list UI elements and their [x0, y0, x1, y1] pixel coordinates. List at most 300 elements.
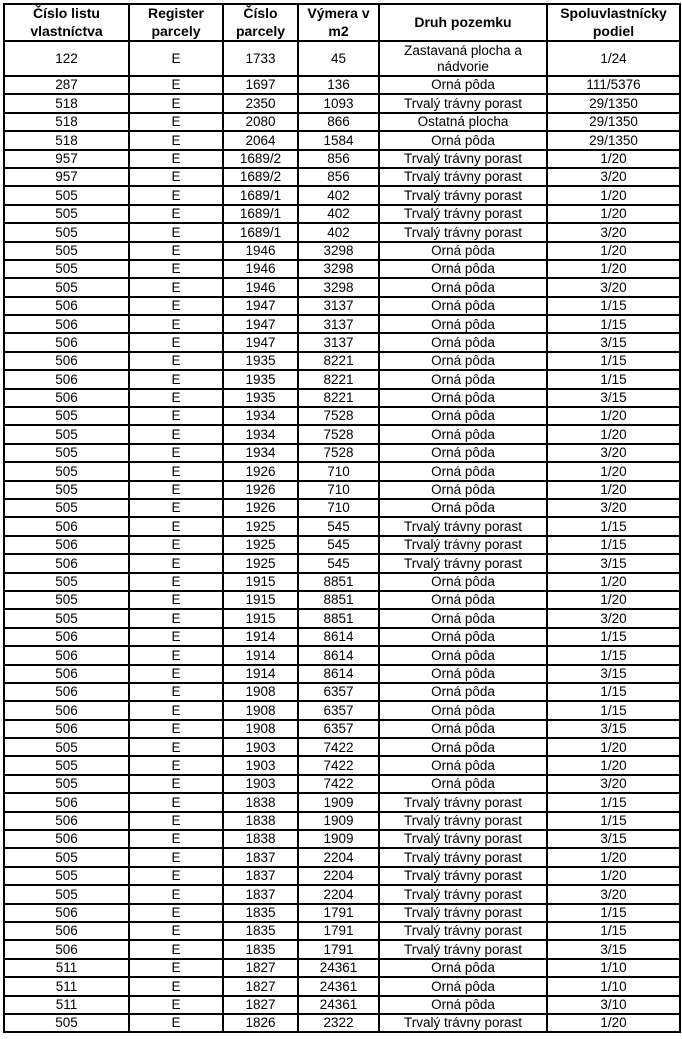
cell-ownership-share: 1/20: [547, 756, 680, 774]
cell-area-m2: 1093: [298, 94, 379, 112]
cell-parcel-number: 2064: [223, 131, 298, 149]
cell-ownership-share: 1/15: [547, 701, 680, 719]
cell-lv-number: 505: [4, 462, 129, 480]
cell-lv-number: 518: [4, 94, 129, 112]
cell-ownership-share: 1/20: [547, 205, 680, 223]
cell-land-type: Trvalý trávny porast: [379, 793, 547, 811]
cell-lv-number: 505: [4, 205, 129, 223]
cell-register: E: [129, 959, 223, 977]
cell-area-m2: 136: [298, 76, 379, 94]
cell-parcel-number: 1915: [223, 591, 298, 609]
table-row: [4, 260, 680, 278]
cell-area-m2: 710: [298, 499, 379, 517]
cell-lv-number: 505: [4, 775, 129, 793]
cell-lv-number: 506: [4, 683, 129, 701]
table-row: [4, 94, 680, 112]
cell-register: E: [129, 41, 223, 76]
cell-ownership-share: 1/15: [547, 536, 680, 554]
cell-area-m2: 8851: [298, 609, 379, 627]
cell-land-type: Trvalý trávny porast: [379, 517, 547, 535]
cell-lv-number: 505: [4, 260, 129, 278]
cell-ownership-share: 1/20: [547, 573, 680, 591]
cell-ownership-share: 3/20: [547, 499, 680, 517]
cell-land-type: Trvalý trávny porast: [379, 885, 547, 903]
cell-register: E: [129, 867, 223, 885]
cell-parcel-number: 1908: [223, 720, 298, 738]
cell-land-type: Trvalý trávny porast: [379, 922, 547, 940]
cell-ownership-share: 3/10: [547, 996, 680, 1014]
cell-ownership-share: 1/15: [547, 370, 680, 388]
cell-register: E: [129, 517, 223, 535]
table-row: [4, 646, 680, 664]
cell-area-m2: 1791: [298, 904, 379, 922]
column-header-ownership-share: Spoluvlastnícky podiel: [547, 4, 680, 41]
cell-register: E: [129, 554, 223, 572]
cell-lv-number: 506: [4, 940, 129, 958]
cell-lv-number: 505: [4, 609, 129, 627]
cell-land-type: Ostatná plocha: [379, 113, 547, 131]
cell-lv-number: 287: [4, 76, 129, 94]
cell-register: E: [129, 131, 223, 149]
cell-parcel-number: 1914: [223, 665, 298, 683]
cell-parcel-number: 1946: [223, 260, 298, 278]
cell-ownership-share: 1/24: [547, 41, 680, 76]
cell-area-m2: 8614: [298, 665, 379, 683]
cell-ownership-share: 1/15: [547, 297, 680, 315]
cell-register: E: [129, 609, 223, 627]
cell-area-m2: 1909: [298, 812, 379, 830]
cell-lv-number: 511: [4, 977, 129, 995]
cell-register: E: [129, 113, 223, 131]
cell-register: E: [129, 904, 223, 922]
cell-ownership-share: 29/1350: [547, 94, 680, 112]
cell-parcel-number: 1835: [223, 922, 298, 940]
cell-register: E: [129, 297, 223, 315]
cell-land-type: Trvalý trávny porast: [379, 830, 547, 848]
cell-parcel-number: 1934: [223, 444, 298, 462]
cell-land-type: Orná pôda: [379, 628, 547, 646]
cell-area-m2: 710: [298, 481, 379, 499]
cell-parcel-number: 1926: [223, 499, 298, 517]
cell-lv-number: 505: [4, 738, 129, 756]
cell-area-m2: 7528: [298, 444, 379, 462]
table-row: [4, 848, 680, 866]
cell-parcel-number: 1947: [223, 315, 298, 333]
cell-land-type: Orná pôda: [379, 646, 547, 664]
cell-register: E: [129, 885, 223, 903]
cell-area-m2: 1909: [298, 830, 379, 848]
cell-ownership-share: 1/20: [547, 848, 680, 866]
cell-parcel-number: 1837: [223, 885, 298, 903]
cell-lv-number: 506: [4, 646, 129, 664]
column-header-lv-number: Číslo listu vlastníctva: [4, 4, 129, 41]
cell-lv-number: 506: [4, 297, 129, 315]
cell-ownership-share: 1/20: [547, 186, 680, 204]
cell-parcel-number: 1908: [223, 701, 298, 719]
cell-parcel-number: 1827: [223, 996, 298, 1014]
table-row: [4, 407, 680, 425]
cell-land-type: Orná pôda: [379, 481, 547, 499]
cell-lv-number: 505: [4, 848, 129, 866]
cell-lv-number: 122: [4, 41, 129, 76]
column-header-land-type: Druh pozemku: [379, 4, 547, 41]
cell-lv-number: 506: [4, 315, 129, 333]
cell-area-m2: 6357: [298, 683, 379, 701]
cell-register: E: [129, 407, 223, 425]
cell-register: E: [129, 315, 223, 333]
table-row: [4, 76, 680, 94]
table-row: [4, 444, 680, 462]
cell-register: E: [129, 205, 223, 223]
cell-area-m2: 1791: [298, 940, 379, 958]
cell-area-m2: 856: [298, 150, 379, 168]
cell-lv-number: 518: [4, 131, 129, 149]
cell-land-type: Orná pôda: [379, 444, 547, 462]
cell-land-type: Orná pôda: [379, 775, 547, 793]
cell-ownership-share: 1/15: [547, 683, 680, 701]
table-row: [4, 1014, 680, 1032]
cell-register: E: [129, 168, 223, 186]
cell-area-m2: 3137: [298, 297, 379, 315]
cell-ownership-share: 1/20: [547, 1014, 680, 1032]
cell-ownership-share: 1/15: [547, 315, 680, 333]
cell-land-type: Trvalý trávny porast: [379, 205, 547, 223]
cell-area-m2: 8614: [298, 646, 379, 664]
cell-land-type: Trvalý trávny porast: [379, 848, 547, 866]
cell-land-type: Orná pôda: [379, 959, 547, 977]
cell-parcel-number: 1914: [223, 628, 298, 646]
cell-parcel-number: 1947: [223, 297, 298, 315]
cell-area-m2: 3137: [298, 315, 379, 333]
cell-lv-number: 505: [4, 407, 129, 425]
cell-land-type: Trvalý trávny porast: [379, 904, 547, 922]
cell-parcel-number: 1837: [223, 867, 298, 885]
table-row: [4, 959, 680, 977]
cell-land-type: Orná pôda: [379, 665, 547, 683]
cell-parcel-number: 1835: [223, 904, 298, 922]
table-row: [4, 499, 680, 517]
cell-ownership-share: 1/20: [547, 260, 680, 278]
cell-register: E: [129, 793, 223, 811]
cell-land-type: Orná pôda: [379, 76, 547, 94]
table-row: [4, 830, 680, 848]
cell-land-type: Orná pôda: [379, 333, 547, 351]
cell-land-type: Orná pôda: [379, 591, 547, 609]
cell-area-m2: 24361: [298, 959, 379, 977]
table-row: [4, 242, 680, 260]
cell-area-m2: 8221: [298, 389, 379, 407]
table-row: [4, 554, 680, 572]
cell-area-m2: 1584: [298, 131, 379, 149]
cell-area-m2: 3298: [298, 260, 379, 278]
cell-lv-number: 505: [4, 756, 129, 774]
cell-register: E: [129, 94, 223, 112]
cell-lv-number: 506: [4, 922, 129, 940]
cell-register: E: [129, 812, 223, 830]
table-row: [4, 867, 680, 885]
table-row: [4, 756, 680, 774]
cell-land-type: Trvalý trávny porast: [379, 536, 547, 554]
column-header-parcel-number: Číslo parcely: [223, 4, 298, 41]
cell-lv-number: 506: [4, 628, 129, 646]
cell-land-type: Orná pôda: [379, 242, 547, 260]
cell-ownership-share: 1/15: [547, 812, 680, 830]
cell-parcel-number: 1947: [223, 333, 298, 351]
cell-land-type: Trvalý trávny porast: [379, 812, 547, 830]
cell-parcel-number: 1827: [223, 977, 298, 995]
cell-parcel-number: 1838: [223, 812, 298, 830]
table-row: [4, 131, 680, 149]
cell-area-m2: 402: [298, 186, 379, 204]
cell-parcel-number: 1838: [223, 793, 298, 811]
cell-ownership-share: 3/20: [547, 885, 680, 903]
cell-parcel-number: 1903: [223, 775, 298, 793]
cell-land-type: Trvalý trávny porast: [379, 940, 547, 958]
cell-register: E: [129, 848, 223, 866]
cell-register: E: [129, 389, 223, 407]
land-registry-table: [3, 3, 681, 1033]
cell-register: E: [129, 591, 223, 609]
cell-ownership-share: 29/1350: [547, 113, 680, 131]
cell-register: E: [129, 223, 223, 241]
cell-parcel-number: 1914: [223, 646, 298, 664]
table-row: [4, 168, 680, 186]
cell-land-type: Orná pôda: [379, 278, 547, 296]
cell-lv-number: 518: [4, 113, 129, 131]
cell-lv-number: 511: [4, 996, 129, 1014]
cell-register: E: [129, 756, 223, 774]
cell-land-type: Trvalý trávny porast: [379, 186, 547, 204]
cell-ownership-share: 1/20: [547, 425, 680, 443]
table-row: [4, 278, 680, 296]
header-row: [4, 4, 680, 41]
cell-land-type: Orná pôda: [379, 756, 547, 774]
cell-register: E: [129, 186, 223, 204]
cell-register: E: [129, 683, 223, 701]
cell-register: E: [129, 278, 223, 296]
cell-lv-number: 506: [4, 389, 129, 407]
cell-area-m2: 3137: [298, 333, 379, 351]
cell-parcel-number: 1835: [223, 940, 298, 958]
cell-register: E: [129, 738, 223, 756]
cell-land-type: Orná pôda: [379, 425, 547, 443]
cell-register: E: [129, 333, 223, 351]
cell-area-m2: 545: [298, 554, 379, 572]
cell-land-type: Orná pôda: [379, 407, 547, 425]
cell-area-m2: 545: [298, 536, 379, 554]
cell-parcel-number: 1689/2: [223, 168, 298, 186]
table-row: [4, 996, 680, 1014]
cell-register: E: [129, 775, 223, 793]
cell-register: E: [129, 996, 223, 1014]
cell-ownership-share: 1/15: [547, 904, 680, 922]
cell-ownership-share: 1/20: [547, 867, 680, 885]
cell-land-type: Trvalý trávny porast: [379, 223, 547, 241]
cell-register: E: [129, 573, 223, 591]
cell-area-m2: 866: [298, 113, 379, 131]
cell-ownership-share: 3/15: [547, 830, 680, 848]
cell-area-m2: 8221: [298, 352, 379, 370]
cell-ownership-share: 1/10: [547, 977, 680, 995]
cell-lv-number: 505: [4, 278, 129, 296]
cell-parcel-number: 1934: [223, 407, 298, 425]
cell-ownership-share: 3/15: [547, 554, 680, 572]
cell-parcel-number: 1925: [223, 536, 298, 554]
table-row: [4, 481, 680, 499]
table-row: [4, 536, 680, 554]
cell-register: E: [129, 1014, 223, 1032]
cell-parcel-number: 1908: [223, 683, 298, 701]
cell-lv-number: 505: [4, 186, 129, 204]
table-row: [4, 812, 680, 830]
cell-register: E: [129, 830, 223, 848]
cell-register: E: [129, 628, 223, 646]
cell-area-m2: 7422: [298, 756, 379, 774]
cell-ownership-share: 1/15: [547, 646, 680, 664]
cell-land-type: Orná pôda: [379, 609, 547, 627]
cell-land-type: Zastavaná plocha a nádvorie: [379, 41, 547, 76]
cell-ownership-share: 3/20: [547, 775, 680, 793]
cell-area-m2: 7528: [298, 425, 379, 443]
cell-area-m2: 8614: [298, 628, 379, 646]
cell-land-type: Orná pôda: [379, 683, 547, 701]
cell-register: E: [129, 242, 223, 260]
table-row: [4, 701, 680, 719]
cell-ownership-share: 1/15: [547, 517, 680, 535]
cell-register: E: [129, 444, 223, 462]
cell-parcel-number: 1697: [223, 76, 298, 94]
cell-register: E: [129, 370, 223, 388]
cell-parcel-number: 1926: [223, 462, 298, 480]
cell-parcel-number: 2080: [223, 113, 298, 131]
cell-lv-number: 506: [4, 370, 129, 388]
cell-ownership-share: 1/20: [547, 150, 680, 168]
cell-land-type: Orná pôda: [379, 738, 547, 756]
table-row: [4, 573, 680, 591]
cell-lv-number: 505: [4, 499, 129, 517]
table-body: [4, 41, 680, 1032]
cell-ownership-share: 3/20: [547, 168, 680, 186]
cell-register: E: [129, 922, 223, 940]
cell-register: E: [129, 701, 223, 719]
table-row: [4, 389, 680, 407]
table-row: [4, 315, 680, 333]
cell-land-type: Orná pôda: [379, 573, 547, 591]
cell-area-m2: 2322: [298, 1014, 379, 1032]
cell-area-m2: 8851: [298, 591, 379, 609]
column-header-area-m2: Výmera v m2: [298, 4, 379, 41]
table-row: [4, 333, 680, 351]
cell-parcel-number: 1934: [223, 425, 298, 443]
cell-ownership-share: 3/15: [547, 940, 680, 958]
cell-area-m2: 402: [298, 205, 379, 223]
cell-area-m2: 856: [298, 168, 379, 186]
cell-land-type: Orná pôda: [379, 389, 547, 407]
cell-ownership-share: 1/20: [547, 462, 680, 480]
cell-ownership-share: 1/20: [547, 481, 680, 499]
cell-area-m2: 7422: [298, 738, 379, 756]
cell-area-m2: 7422: [298, 775, 379, 793]
cell-lv-number: 505: [4, 573, 129, 591]
cell-parcel-number: 1903: [223, 756, 298, 774]
cell-ownership-share: 1/15: [547, 352, 680, 370]
cell-area-m2: 6357: [298, 701, 379, 719]
cell-lv-number: 505: [4, 444, 129, 462]
cell-ownership-share: 3/20: [547, 278, 680, 296]
cell-parcel-number: 1838: [223, 830, 298, 848]
cell-parcel-number: 1733: [223, 41, 298, 76]
cell-register: E: [129, 150, 223, 168]
cell-ownership-share: 1/20: [547, 738, 680, 756]
cell-ownership-share: 3/20: [547, 444, 680, 462]
cell-lv-number: 506: [4, 665, 129, 683]
cell-area-m2: 2204: [298, 848, 379, 866]
table-row: [4, 720, 680, 738]
cell-parcel-number: 1826: [223, 1014, 298, 1032]
table-row: [4, 425, 680, 443]
cell-lv-number: 957: [4, 150, 129, 168]
table-row: [4, 738, 680, 756]
cell-land-type: Orná pôda: [379, 996, 547, 1014]
cell-area-m2: 7528: [298, 407, 379, 425]
cell-land-type: Orná pôda: [379, 462, 547, 480]
cell-parcel-number: 1903: [223, 738, 298, 756]
cell-parcel-number: 1915: [223, 609, 298, 627]
cell-area-m2: 545: [298, 517, 379, 535]
table-row: [4, 609, 680, 627]
table-row: [4, 370, 680, 388]
cell-lv-number: 506: [4, 720, 129, 738]
cell-parcel-number: 1935: [223, 352, 298, 370]
table-row: [4, 150, 680, 168]
cell-lv-number: 505: [4, 867, 129, 885]
table-row: [4, 352, 680, 370]
cell-register: E: [129, 977, 223, 995]
cell-area-m2: 45: [298, 41, 379, 76]
cell-parcel-number: 1689/1: [223, 186, 298, 204]
cell-land-type: Trvalý trávny porast: [379, 554, 547, 572]
cell-lv-number: 506: [4, 793, 129, 811]
cell-ownership-share: 29/1350: [547, 131, 680, 149]
cell-lv-number: 506: [4, 812, 129, 830]
table-row: [4, 793, 680, 811]
cell-land-type: Orná pôda: [379, 701, 547, 719]
cell-land-type: Trvalý trávny porast: [379, 94, 547, 112]
cell-register: E: [129, 481, 223, 499]
cell-land-type: Orná pôda: [379, 352, 547, 370]
cell-parcel-number: 1935: [223, 389, 298, 407]
cell-ownership-share: 1/15: [547, 922, 680, 940]
table-row: [4, 462, 680, 480]
cell-lv-number: 957: [4, 168, 129, 186]
cell-ownership-share: 1/15: [547, 793, 680, 811]
cell-area-m2: 1791: [298, 922, 379, 940]
table-row: [4, 223, 680, 241]
cell-register: E: [129, 462, 223, 480]
cell-area-m2: 1909: [298, 793, 379, 811]
cell-ownership-share: 1/20: [547, 242, 680, 260]
cell-lv-number: 505: [4, 481, 129, 499]
column-header-register: Register parcely: [129, 4, 223, 41]
cell-parcel-number: 1689/1: [223, 205, 298, 223]
table-row: [4, 628, 680, 646]
cell-parcel-number: 2350: [223, 94, 298, 112]
cell-lv-number: 505: [4, 425, 129, 443]
cell-register: E: [129, 260, 223, 278]
cell-lv-number: 506: [4, 904, 129, 922]
cell-land-type: Orná pôda: [379, 315, 547, 333]
cell-land-type: Orná pôda: [379, 720, 547, 738]
